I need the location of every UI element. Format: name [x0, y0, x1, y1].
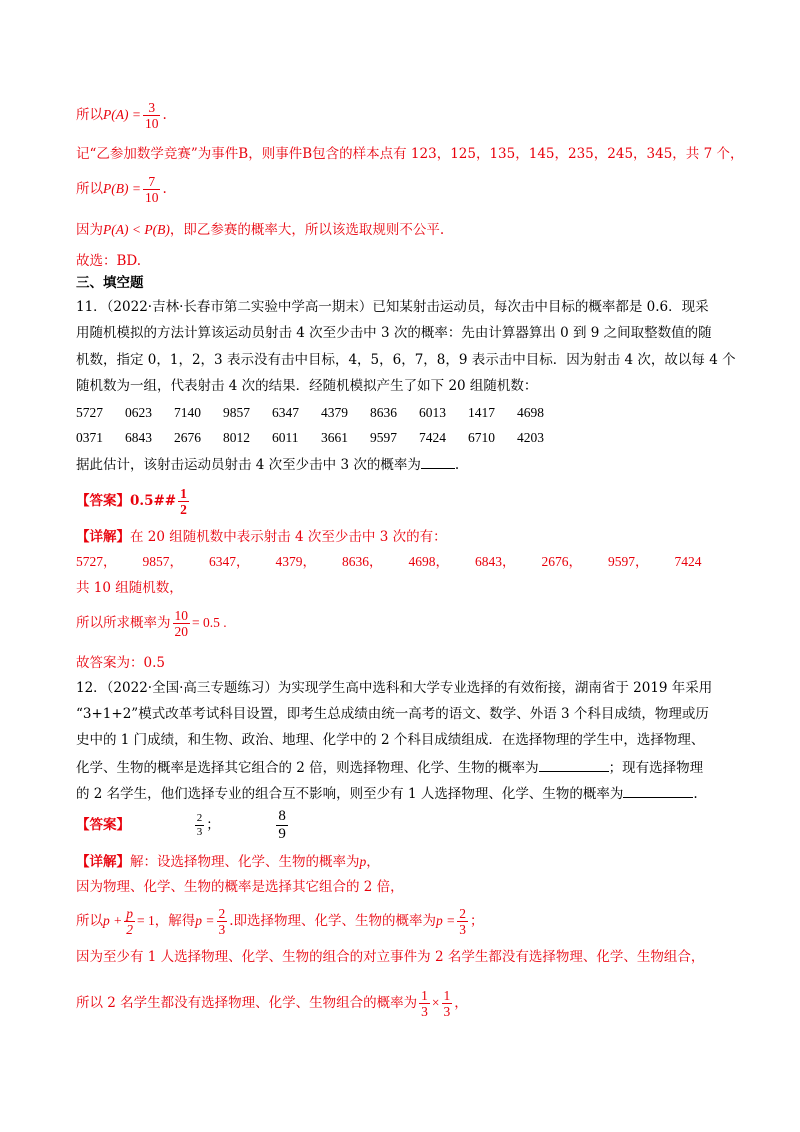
q11-answer-fraction: $\frac{1}{2}$ — [180, 486, 187, 517]
answer-blank-2 — [623, 783, 693, 798]
q12-line5: 的 2 名学生，他们选择专业的组合互不影响，则至少有 1 人选择物理、化学、生物的概率为 . — [76, 783, 698, 803]
q11-line3: 机数，指定 0，1，2，3 表示没有击中目标，4，5，6，7，8，9 表示击中目标．因为射击 4 次，故以每 4 个 — [76, 352, 736, 368]
random-row-1: 5727 0623 7140 9857 6347 4379 8636 6013 1417 4698 — [76, 405, 544, 420]
q12-line2: “3+1+2”模式改革考试科目设置，即考生总成绩由统一高考的语文、数学、外语 3 个科目成绩，物理或历 — [76, 706, 709, 722]
pB-label: P(B) = — [103, 181, 141, 196]
q11-answer: 【答案】0.5## $\frac{1}{2}$ — [76, 486, 187, 517]
q12-eq-fraction: $\frac{p}{2}$ — [126, 906, 133, 937]
q12-line3: 史中的 1 门成绩，和生物、政治、地理、化学中的 2 个科目成绩组成．在选择物理的学生中，选择物理、 — [76, 732, 705, 748]
q11-final: 故答案为：0.5 — [76, 655, 165, 671]
q12-detail-l2: 因为物理、化学、生物的概率是选择其它组合的 2 倍， — [76, 879, 404, 895]
q11-count: 共 10 组随机数， — [76, 580, 183, 596]
q12-answer-fraction-2: $\frac{8}{9}$ — [278, 808, 286, 842]
q11-line2: 用随机模拟的方法计算该运动员射击 4 次至少击中 3 次的概率：先由计算器算出 0 到 9 之间取整数值的随 — [76, 325, 712, 341]
q11-question-end: 据此估计，该射击运动员射击 4 次至少击中 3 次的概率为 . — [76, 454, 459, 474]
pB-line: 所以P(B) = $\frac{7}{10}$ . — [76, 174, 167, 205]
q11-line1: 11．（2022·吉林·长春市第二实验中学高一期末）已知某射击运动员，每次击中目标的概率都是 0.6．现采 — [76, 299, 709, 315]
section-title: 三、填空题 — [76, 275, 144, 291]
q11-prob-fraction: $\frac{10}{20}$ — [174, 608, 188, 639]
q12-sol2-fraction: $\frac{2}{3}$ — [459, 906, 467, 937]
q12-answer-fraction-1: $\frac{2}{3}$ — [196, 812, 203, 838]
answer-blank-1 — [539, 757, 609, 772]
q11-hit-list: 5727， 9857， 6347， 4379， 8636， 4698， 6843， 2676， 9597， 7424 — [76, 554, 702, 569]
q12-line4: 化学、生物的概率是选择其它组合的 2 倍，则选择物理、化学、生物的概率为 ；现有选择物理 — [76, 757, 703, 777]
pA-label: P(A) = — [103, 107, 141, 122]
q12-l5-fraction-1: $\frac{1}{3}$ — [421, 988, 428, 1019]
q11-line4: 随机数为一组，代表射击 4 次的结果．经随机模拟产生了如下 20 组随机数： — [76, 378, 538, 394]
q12-answer: 【答案】 $\frac{2}{3}$ ； $\frac{8}{9}$ — [76, 808, 286, 842]
q12-detail-l5: 所以 2 名学生都没有选择物理、化学、生物组合的概率为 $\frac{1}{3}$ × $\frac{1}{3}$ ， — [76, 988, 468, 1019]
compare-line: 因为P(A) < P(B)，即乙参赛的概率大，所以该选取规则不公平. — [76, 222, 445, 238]
answer-blank — [421, 454, 455, 469]
choice-line: 故选：BD. — [76, 253, 142, 269]
random-row-2: 0371 6843 2676 8012 6011 3661 9597 7424 6710 4203 — [76, 430, 544, 445]
pB-fraction: $\frac{7}{10}$ — [144, 174, 159, 205]
q12-equation-line: 所以p + $\frac{p}{2}$ = 1，解得p = $\frac{2}{3}$ .即选择物理、化学、生物的概率为p = $\frac{2}{3}$ ； — [76, 906, 484, 937]
q11-prob: 所以所求概率为 $\frac{10}{20}$ = 0.5 . — [76, 608, 227, 639]
q12-l5-fraction-2: $\frac{1}{3}$ — [443, 988, 451, 1019]
q12-detail-l1: 【详解】解：设选择物理、化学、生物的概率为p， — [76, 854, 380, 870]
q12-detail-l4: 因为至少有 1 人选择物理、化学、生物的组合的对立事件为 2 名学生都没有选择物理、化学、生物组合， — [76, 949, 705, 965]
q12-line1: 12．（2022·全国·高三专题练习）为实现学生高中选科和大学专业选择的有效衔接，湖南省于 2019 年采用 — [76, 680, 713, 696]
compare-expr: P(A) < P(B) — [103, 222, 170, 237]
q12-sol-fraction: $\frac{2}{3}$ — [218, 906, 226, 937]
pA-fraction: $\frac{3}{10}$ — [144, 100, 159, 131]
q11-detail: 【详解】在 20 组随机数中表示射击 4 次至少击中 3 次的有： — [76, 529, 447, 545]
pA-prefix: 所以 — [76, 107, 103, 123]
pA-line: 所以P(A) = $\frac{3}{10}$ . — [76, 100, 167, 131]
eventB-line: 记“乙参加数学竞赛”为事件B，则事件B包含的样本点有 123，125，135，145，235，245，345，共 7 个， — [76, 146, 744, 162]
